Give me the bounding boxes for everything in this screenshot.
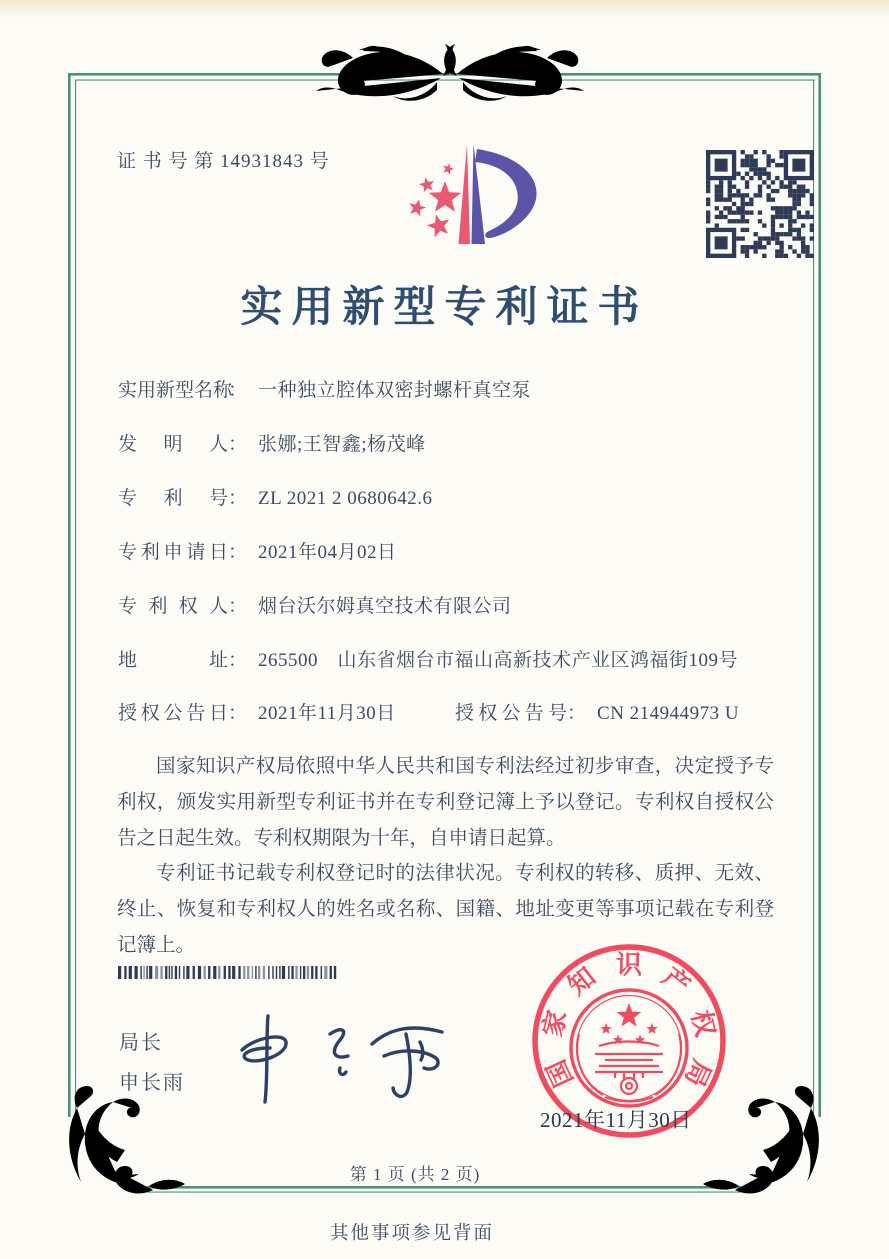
grant-number-group	[455, 700, 739, 727]
field-colon: ：	[228, 380, 248, 401]
commissioner-signature	[212, 998, 467, 1116]
field-row	[118, 485, 433, 512]
field-label: 专利申请日	[118, 542, 228, 563]
commissioner-title: 局长	[119, 1032, 163, 1054]
field-row	[118, 377, 531, 404]
svg-text:产: 产	[656, 961, 696, 1001]
back-note: 其他事项参见背面	[329, 1224, 494, 1244]
seal-date: 2021年11月30日	[540, 1108, 692, 1132]
field-row	[118, 593, 512, 620]
field-row	[118, 700, 740, 727]
field-row	[118, 539, 397, 566]
commissioner-name: 申长雨	[119, 1072, 185, 1094]
field-colon: ：	[228, 542, 248, 563]
field-colon: ：	[228, 703, 248, 724]
qr-code	[706, 150, 814, 258]
field-value: CN 214944973 U	[597, 703, 740, 724]
field-colon: ：	[228, 596, 248, 617]
patent-office-logo-icon	[380, 136, 550, 258]
certificate-number: 证 书 号 第 14931843 号	[117, 151, 330, 172]
field-label: 授权公告日	[118, 703, 228, 724]
field-value: 2021年04月02日	[258, 542, 397, 563]
field-row	[118, 647, 738, 674]
page-indicator: 第 1 页 (共 2 页)	[349, 1165, 481, 1184]
legal-text	[117, 749, 774, 964]
field-label: 实用新型名称	[118, 380, 233, 401]
field-row	[118, 431, 426, 458]
legal-paragraph: 专利证书记载专利权登记时的法律状况。专利权的转移、质押、无效、终止、恢复和专利权人的姓名或名称、国籍、地址变更等事项记载在专利登记簿上。	[117, 863, 774, 956]
svg-text:局: 局	[679, 1055, 717, 1092]
field-label: 专利号	[118, 488, 228, 509]
field-colon: ：	[228, 650, 248, 671]
field-value: ZL 2021 2 0680642.6	[258, 488, 433, 509]
field-label: 发明人	[118, 434, 228, 455]
field-value: 2021年11月30日	[258, 703, 396, 724]
field-label: 地址	[118, 650, 228, 671]
field-value: 烟台沃尔姆真空技术有限公司	[258, 596, 512, 617]
field-value: 265500 山东省烟台市福山高新技术产业区鸿福街109号	[258, 650, 739, 671]
field-label: 专利权人	[118, 596, 228, 617]
field-colon: ：	[228, 434, 248, 455]
field-colon: ：	[567, 703, 587, 724]
field-label: 授权公告号	[455, 703, 567, 724]
svg-text:知: 知	[562, 961, 602, 1001]
legal-paragraph: 国家知识产权局依照中华人民共和国专利法经过初步审查，决定授予专利权，颁发实用新型专利证书并在专利登记簿上予以登记。专利权自授权公告之日起生效。专利权期限为十年，自申请日起算。	[117, 756, 774, 849]
svg-text:家: 家	[537, 1007, 573, 1040]
field-value: 张娜;王智鑫;杨茂峰	[258, 434, 426, 455]
field-value: 一种独立腔体双密封螺杆真空泵	[258, 380, 532, 401]
field-colon: ：	[228, 488, 248, 509]
barcode	[118, 966, 340, 980]
svg-text:权: 权	[685, 1007, 721, 1040]
svg-text:国: 国	[541, 1055, 579, 1092]
svg-text:识: 识	[615, 950, 643, 980]
certificate-title: 实用新型专利证书	[240, 285, 649, 331]
